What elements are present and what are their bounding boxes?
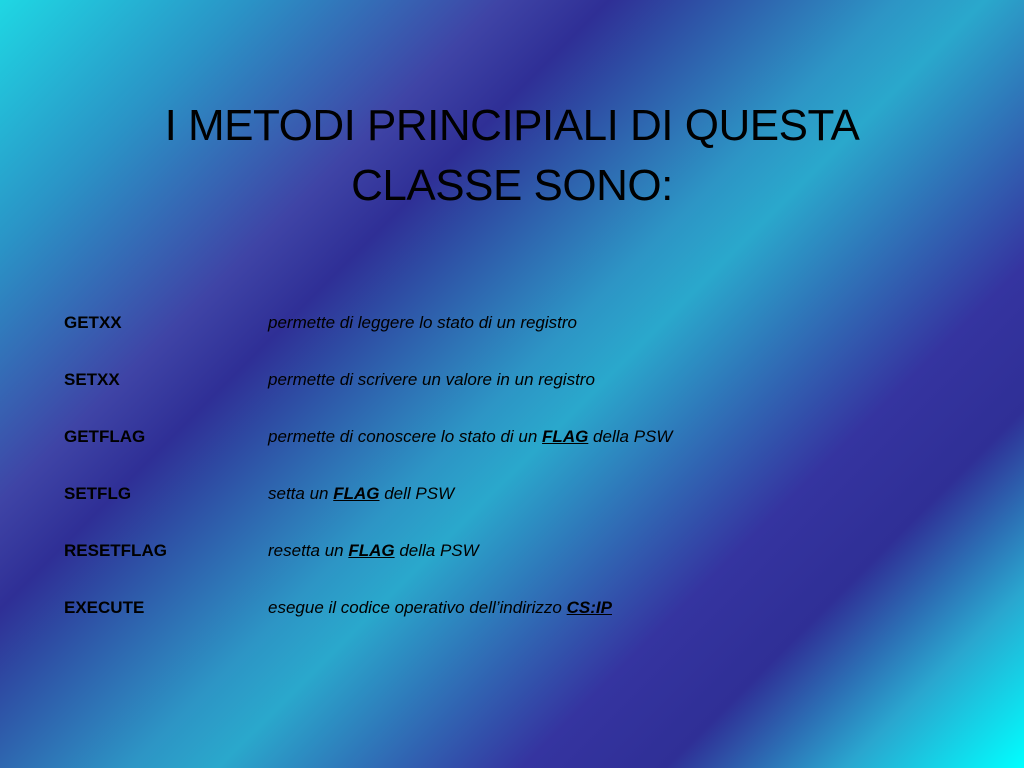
- description-text: permette di conoscere lo stato di un: [268, 427, 543, 446]
- method-description: [268, 427, 672, 447]
- method-row-setxx: [64, 370, 964, 427]
- method-row-getflag: [64, 427, 964, 484]
- method-row-setflg: [64, 484, 964, 541]
- method-name: SETXX: [64, 370, 120, 389]
- method-name: SETFLG: [64, 484, 132, 503]
- method-row-resetflag: [64, 541, 964, 598]
- slide-title-line-2: CLASSE SONO:: [351, 161, 673, 210]
- method-name: RESETFLAG: [64, 541, 167, 560]
- method-row-getxx: [64, 313, 964, 370]
- flag-keyword: FLAG: [348, 541, 395, 560]
- description-text: della PSW: [588, 427, 673, 446]
- flag-keyword: FLAG: [333, 484, 380, 503]
- method-description: [268, 541, 479, 561]
- flag-keyword: FLAG: [542, 427, 589, 446]
- slide-title: [0, 96, 1024, 216]
- method-description: [268, 598, 612, 618]
- method-row-execute: [64, 598, 964, 655]
- description-text: esegue il codice operativo dell’indirizzo: [268, 598, 567, 617]
- description-text: della PSW: [394, 541, 479, 560]
- method-description: permette di scrivere un valore in un registro: [268, 370, 595, 389]
- method-name: GETFLAG: [64, 427, 146, 446]
- description-text: resetta un: [268, 541, 349, 560]
- csip-keyword: CS:IP: [566, 598, 612, 617]
- methods-list: [64, 313, 964, 655]
- method-name: GETXX: [64, 313, 122, 332]
- description-text: setta un: [268, 484, 334, 503]
- slide-title-line-1: I METODI PRINCIPIALI DI QUESTA: [164, 101, 860, 150]
- method-description: [268, 484, 454, 504]
- method-description: permette di leggere lo stato di un registro: [268, 313, 578, 332]
- method-name: EXECUTE: [64, 598, 145, 617]
- description-text: dell PSW: [379, 484, 455, 503]
